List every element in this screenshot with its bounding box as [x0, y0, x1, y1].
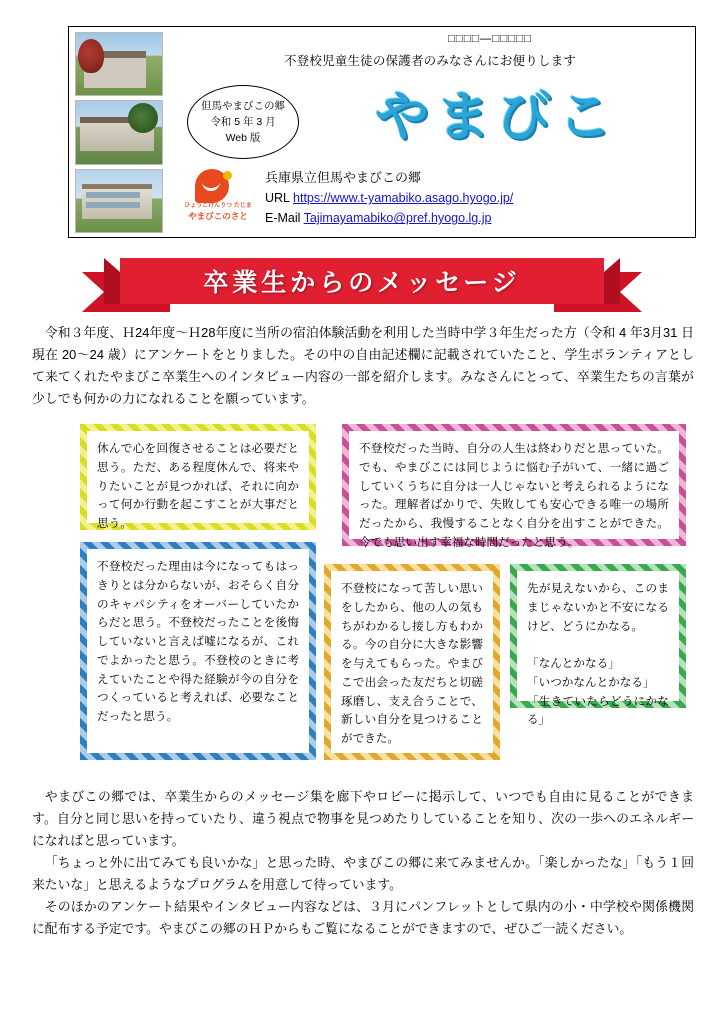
ribbon-body	[120, 258, 604, 304]
logo-caption-small: ひょうごけんりつ たじま	[184, 203, 252, 209]
message-text-line: 「なんとかなる」	[527, 657, 620, 671]
photo-autumn-building	[75, 32, 163, 96]
header-box	[68, 26, 696, 238]
closing-paragraph-1: やまびこの郷では、卒業生からのメッセージ集を廊下やロビーに掲示して、いつでも自由に見ることができます。自分と同じ思いを持っていたり、違う視点で物事を見つめたりしていることを知り、次の一歩へのエネルギーになればと思っています。	[32, 789, 694, 848]
url-row	[265, 188, 513, 208]
closing-paragraph-3: そのほかのアンケート結果やインタビュー内容などは、３月にパンフレットとして県内の小・中学校や関係機関に配布する予定です。やまびこの郷のＨＰからもご覧になることができますので、ぜひご一読ください。	[32, 899, 694, 936]
banner-title: 卒業生からのメッセージ	[203, 268, 521, 297]
message-card-orange	[324, 564, 500, 760]
message-card-blue	[80, 542, 316, 760]
closing-paragraph-2: 「ちょっと外に出てみても良いかな」と思った時、やまびこの郷に来てみませんか。「楽しかったな」「もう１回来たいな」と思えるようなプログラムを用意して待っています。	[32, 855, 694, 892]
message-text-line: 「生きていたらどうにかなる」	[527, 694, 669, 727]
stamp-line-3: Web 版	[225, 132, 261, 145]
newsletter-title: やまびこ	[375, 85, 619, 148]
message-text-spacer	[527, 636, 669, 655]
message-text-line: 「いつかなんとかなる」	[527, 675, 655, 689]
url-link[interactable]: https://www.t-yamabiko.asago.hyogo.jp/	[293, 191, 514, 206]
logo-caption-large: やまびこのさと	[188, 210, 248, 221]
message-card-pink	[342, 424, 686, 549]
photo-facility-exterior	[75, 100, 163, 164]
message-cards	[24, 424, 700, 776]
section-banner	[24, 252, 700, 318]
message-text: 不登校だった理由は今になってもはっきりとは分からないが、おそらく自分のキャパシティをオーバーしていたからだと思う。不登校だったことを後悔していないと言えば嘘になるが、これでよかったと思う。不登校のときに考えていたことや得た経験が今の自分をつくっていると考えれば、必要なことだったと思う。	[97, 560, 299, 724]
closing-section	[24, 786, 700, 940]
url-label: URL	[265, 191, 290, 206]
stamp-line-2: 令和 5 年 3 月	[210, 115, 276, 128]
photo-facility-entrance	[75, 169, 163, 233]
email-label: E-Mail	[265, 211, 301, 226]
message-text: 不登校だった当時、自分の人生は終わりだと思っていた。でも、やまびこには同じように悩む子がいて、一緒に過ごしていくうちに自分は一人じゃないと考えられるようになった。理解者ばかりで、失敗しても安心できる唯一の場所だったから、我慢することなく自分を出すことができた。今でも思い出す幸福な時間だったと思う。	[359, 442, 669, 549]
issue-number: □□□□―□□□□□	[447, 33, 532, 45]
yamabiko-logo-icon	[181, 169, 255, 225]
message-text-line: 先が見えないから、このままじゃないかと不安になるけど、どうにかなる。	[527, 582, 669, 633]
logo-caption	[181, 203, 255, 221]
message-card-green	[510, 564, 686, 727]
message-card-yellow	[80, 424, 316, 530]
email-row	[265, 208, 513, 228]
title-row	[165, 71, 695, 159]
logo-dot	[223, 171, 232, 180]
email-link[interactable]: Tajimayamabiko@pref.hyogo.lg.jp	[303, 211, 492, 226]
organization-name: 兵庫県立但馬やまびこの郷	[265, 170, 422, 185]
organization-block	[165, 167, 695, 229]
issue-stamp	[187, 85, 299, 159]
addressee-line: 不登校児童生徒の保護者のみなさんにお便りします	[283, 54, 577, 68]
message-text: 休んで心を回復させることは必要だと思う。ただ、ある程度休んで、将来やりたいことが見つかれば、それに向かって何か行動を起こすことが大事だと思う。	[97, 442, 299, 531]
intro-paragraph: 令和３年度、Ｈ24年度～Ｈ28年度に当所の宿泊体験活動を利用した当時中学３年生だった方（令和 4 年3月31 日現在 20～24 歳）にアンケートをとりました。その中の自由記述欄に記載されていたこと、学生ボランティアとして来てくれたやまびこ卒業生へのインタビュー内容の一部を紹介します。みなさんにとって、卒業生たちの言葉が少しでも何かの力になれることを願っています。	[32, 325, 694, 406]
message-text: 不登校になって苦しい思いをしたから、他の人の気もちがわかるし接し方もわかる。今の自分に大きな影響を与えてもらった。やまびこで出会った友だちと切磋琢磨し、支え合うことで、新しい自分を見つけることができた。	[341, 582, 483, 746]
header-main	[165, 27, 695, 237]
organization-contact	[265, 167, 513, 229]
photo-column	[69, 27, 165, 237]
stamp-line-1: 但馬やまびこの郷	[201, 99, 285, 112]
